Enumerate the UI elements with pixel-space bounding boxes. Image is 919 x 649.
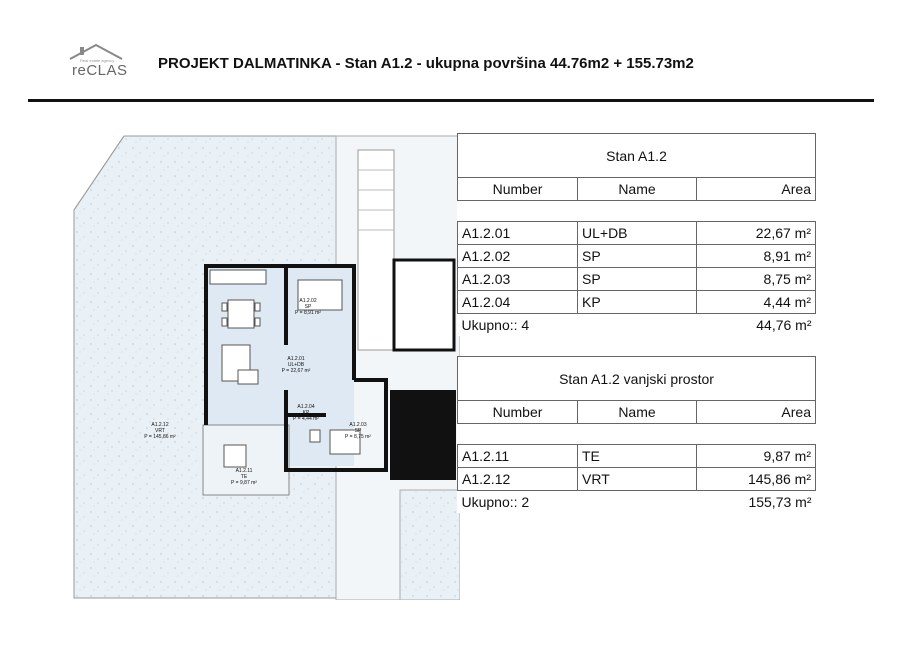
room-label-a1-2-04: A1.2.04 [297,404,315,410]
room-type-a1-2-03: SP [354,428,362,434]
table-total-row [458,314,816,337]
page-title: PROJEKT DALMATINKA - Stan A1.2 - ukupna površina 44.76m2 + 155.73m2 [158,55,694,72]
room-area-a1-2-02: P = 8,91 m² [295,310,321,316]
outdoor-area-table [457,356,816,513]
total-value: 155,73 m² [748,494,812,510]
column-header: Number [458,178,578,201]
room-type-a1-2-02: SP [304,304,312,310]
room-type-a1-2-04: KP [302,410,310,416]
wall-block [390,390,456,480]
room-label-a1-2-03: A1.2.03 [349,422,367,428]
room-label-a1-2-01: A1.2.01 [287,356,305,362]
total-label: Ukupno:: 4 [461,317,530,333]
column-header: Number [458,401,578,424]
room-area-a1-2-03: P = 8,75 m² [345,434,371,440]
apartment-area-table [457,133,816,336]
table-caption: Stan A1.2 [458,134,816,178]
right-garden [400,490,460,600]
room-label-a1-2-11: A1.2.11 [235,468,253,474]
logo-text: reCLAS [72,62,128,79]
column-header: Name [578,178,697,201]
room-area-a1-2-11: P = 9,87 m² [231,480,257,486]
room-type-a1-2-01: UL+DB [287,362,305,368]
room-area-a1-2-12: P = 145,86 m² [144,434,176,440]
total-label: Ukupno:: 2 [461,494,530,510]
total-value: 44,76 m² [756,317,812,333]
room-type-a1-2-11: TE [240,474,248,480]
room-label-a1-2-12: A1.2.12 [151,422,169,428]
room-type-a1-2-12: VRT [155,428,165,434]
table-row: A1.2.11 TE 9,87 m² [458,445,816,468]
reclas-logo [66,40,136,82]
header-divider [28,99,874,102]
room-area-a1-2-01: P = 22,67 m² [281,368,311,374]
table-total-row [458,491,816,514]
table-row: A1.2.03 SP 8,75 m² [458,268,816,291]
column-header: Name [578,401,697,424]
table-row: A1.2.02 SP 8,91 m² [458,245,816,268]
floor-plan [60,130,460,600]
elevator-shaft [394,260,454,350]
logo-tagline: Real estate agency [80,58,115,63]
stair-steps [358,150,394,350]
table-row: A1.2.01 UL+DB 22,67 m² [458,222,816,245]
column-header: Area [697,178,816,201]
column-header: Area [697,401,816,424]
table-row: A1.2.12 VRT 145,86 m² [458,468,816,491]
table-caption: Stan A1.2 vanjski prostor [458,357,816,401]
room-label-a1-2-02: A1.2.02 [299,298,317,304]
table-row: A1.2.04 KP 4,44 m² [458,291,816,314]
room-area-a1-2-04: P = 4,44 m² [293,416,319,422]
